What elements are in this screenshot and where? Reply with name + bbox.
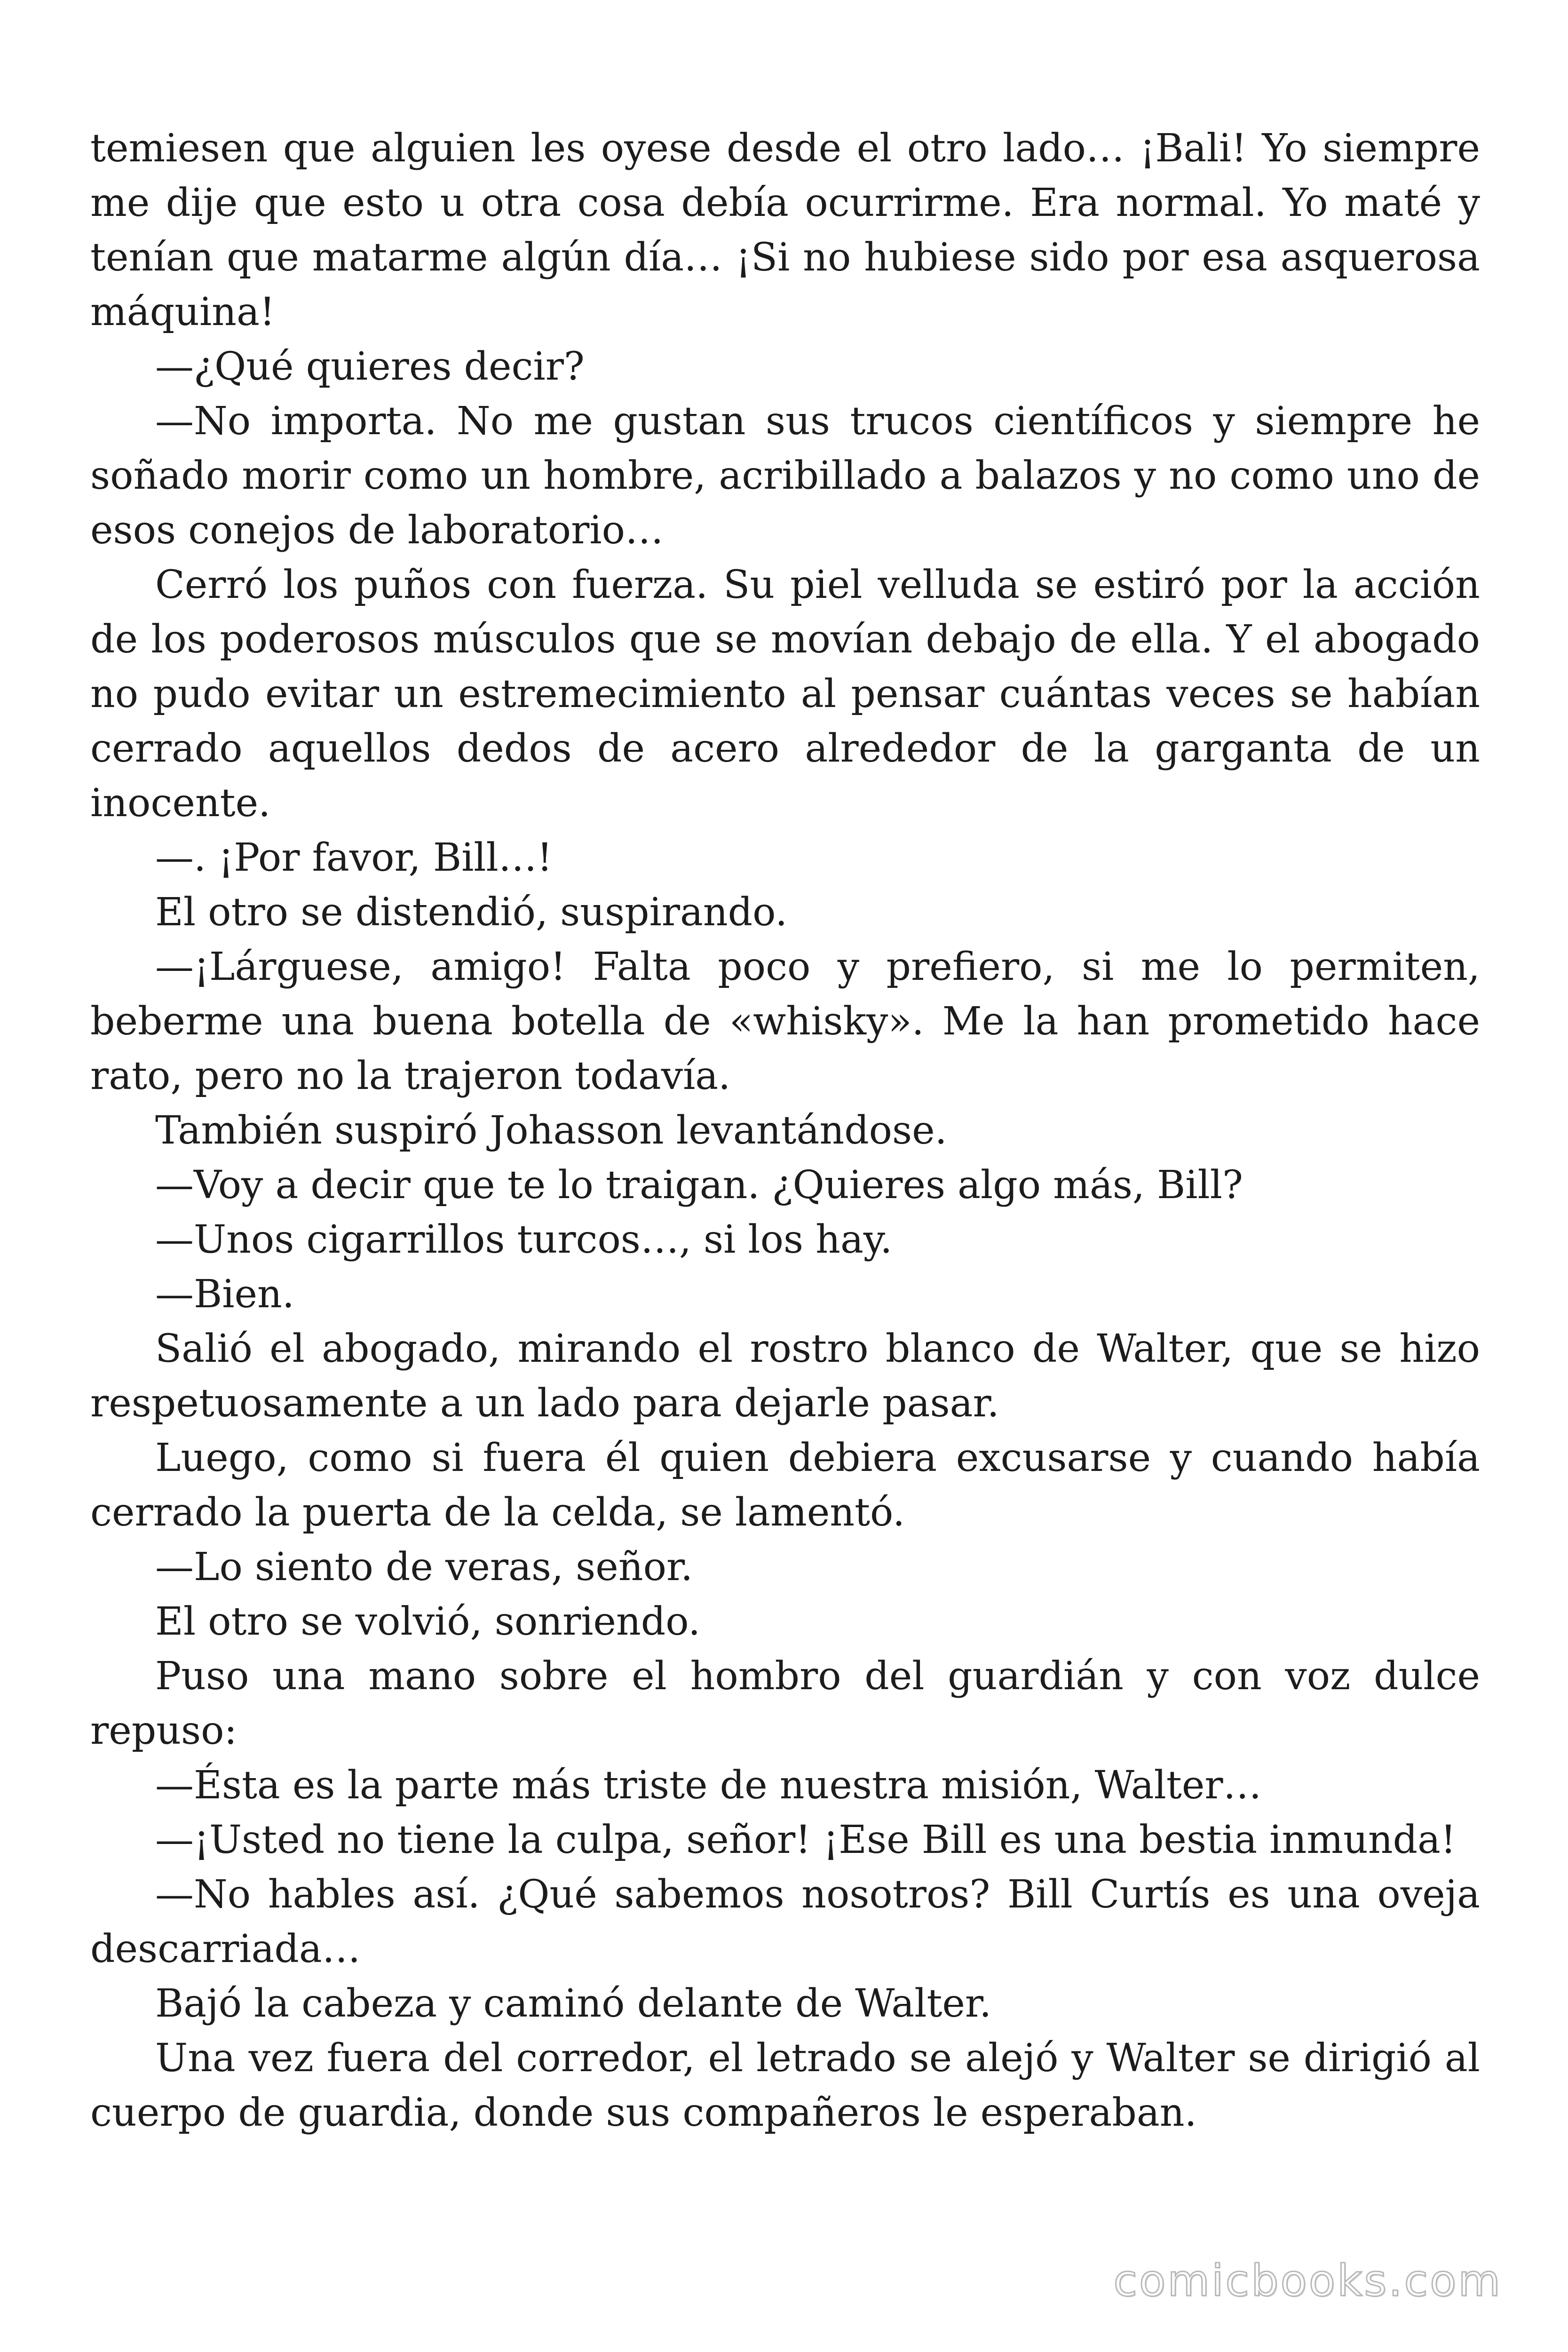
paragraph: —. ¡Por favor, Bill…! <box>155 835 553 880</box>
paragraph: —No importa. No me gustan sus trucos científicos y siempre he soñado morir como un hombre, acribillado a balazos y no como uno de esos conejos de laboratorio… <box>90 399 1480 553</box>
paragraph: El otro se distendió, suspirando. <box>155 890 788 935</box>
paragraph: Cerró los puños con fuerza. Su piel velluda se estiró por la acción de los poderosos músculos que se movían debajo de ella. Y el abogado no pudo evitar un estremecimiento al pensar cuántas veces se habían cerrado aquellos dedos de acero alrededor de la garganta de un inocente. <box>90 563 1480 826</box>
paragraph: —Bien. <box>155 1272 294 1317</box>
paragraph: Luego, como si fuera él quien debiera excusarse y cuando había cerrado la puerta de la celda, se lamentó. <box>90 1436 1480 1535</box>
paragraph: Salió el abogado, mirando el rostro blanco de Walter, que se hizo respetuosamente a un lado para dejarle pasar. <box>90 1327 1480 1426</box>
page-text <box>90 121 1480 2140</box>
paragraph: —¡Lárguese, amigo! Falta poco y prefiero, si me lo permiten, beberme una buena botella de «whisky». Me la han prometido hace rato, pero no la trajeron todavía. <box>90 945 1480 1098</box>
paragraph: —Lo siento de veras, señor. <box>155 1545 693 1589</box>
paragraph: Puso una mano sobre el hombro del guardián y con voz dulce repuso: <box>90 1654 1480 1753</box>
paragraph: También suspiró Johasson levantándose. <box>155 1108 947 1153</box>
paragraph: —Voy a decir que te lo traigan. ¿Quieres algo más, Bill? <box>155 1163 1243 1208</box>
paragraph: El otro se volvió, sonriendo. <box>155 1599 701 1644</box>
paragraph: —No hables así. ¿Qué sabemos nosotros? Bill Curtís es una oveja descarriada… <box>90 1872 1480 1971</box>
paragraph: —¡Usted no tiene la culpa, señor! ¡Ese Bill es una bestia inmunda! <box>155 1818 1456 1862</box>
paragraph: —Ésta es la parte más triste de nuestra misión, Walter… <box>155 1763 1262 1808</box>
paragraph: —Unos cigarrillos turcos…, si los hay. <box>155 1217 893 1262</box>
watermark: comicbooks.com <box>1113 2256 1502 2306</box>
paragraph: temiesen que alguien les oyese desde el otro lado… ¡Bali! Yo siempre me dije que esto u otra cosa debía ocurrirme. Era normal. Yo maté y tenían que matarme algún día… ¡Si no hubiese sido por esa asquerosa máquina! <box>90 126 1480 334</box>
paragraph: —¿Qué quieres decir? <box>155 344 585 389</box>
paragraph: Una vez fuera del corredor, el letrado se alejó y Walter se dirigió al cuerpo de guardia, donde sus compañeros le esperaban. <box>90 2036 1480 2135</box>
paragraph: Bajó la cabeza y caminó delante de Walter. <box>155 1981 992 2026</box>
